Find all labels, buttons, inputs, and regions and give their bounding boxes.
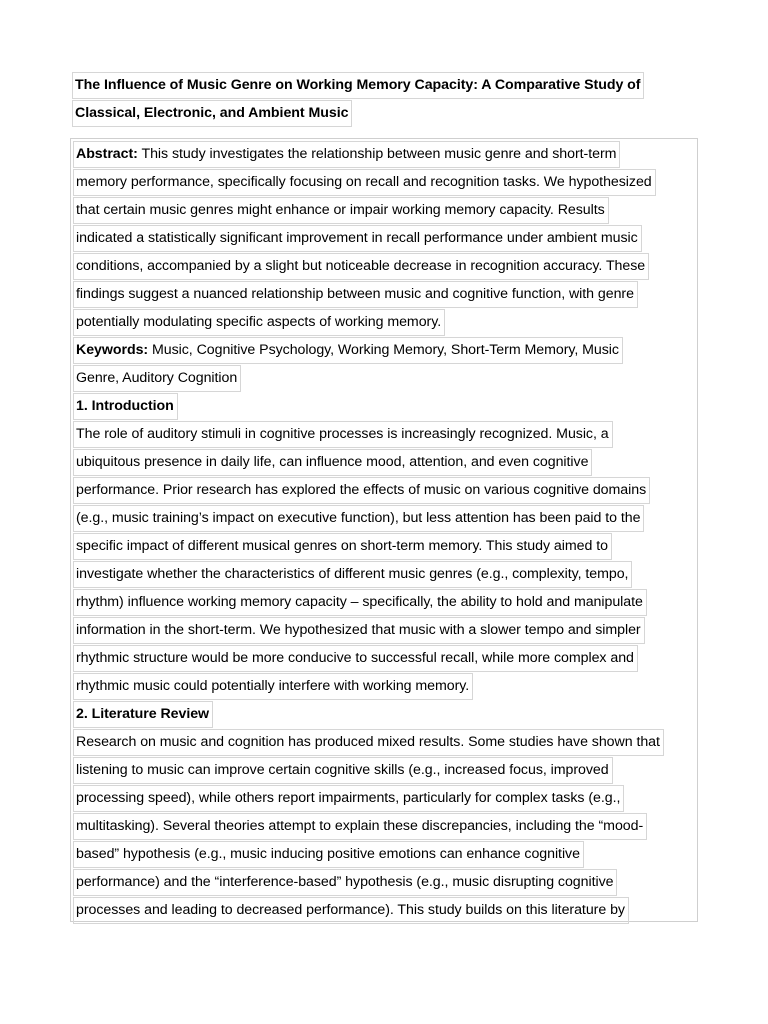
introduction-line: information in the short-term. We hypothesized that music with a slower tempo and simpler (73, 617, 645, 644)
introduction-line: performance. Prior research has explored the effects of music on various cognitive domains (73, 477, 650, 504)
section-heading-introduction: 1. Introduction (73, 393, 178, 420)
literature-review-line: based” hypothesis (e.g., music inducing positive emotions can enhance cognitive (73, 841, 584, 868)
literature-review-line: performance) and the “interference-based” hypothesis (e.g., music disrupting cognitive (73, 869, 617, 896)
keywords-text: Music, Cognitive Psychology, Working Memory, Short-Term Memory, Music (148, 342, 619, 358)
introduction-line: rhythmic structure would be more conducive to successful recall, while more complex and (73, 645, 638, 672)
introduction-line: (e.g., music training’s impact on executive function), but less attention has been paid to the (73, 505, 644, 532)
introduction-line: The role of auditory stimuli in cognitive processes is increasingly recognized. Music, a (73, 421, 613, 448)
introduction-line: specific impact of different musical genres on short-term memory. This study aimed to (73, 533, 612, 560)
abstract-label: Abstract: (76, 146, 138, 162)
paper-body (70, 138, 698, 922)
title-line: The Influence of Music Genre on Working Memory Capacity: A Comparative Study of (72, 72, 644, 99)
introduction-line: rhythmic music could potentially interfere with working memory. (73, 673, 473, 700)
introduction-line: rhythm) influence working memory capacity – specifically, the ability to hold and manipulate (73, 589, 647, 616)
abstract-text: This study investigates the relationship between music genre and short-term (137, 146, 617, 162)
literature-review-line: processing speed), while others report impairments, particularly for complex tasks (e.g., (73, 785, 624, 812)
abstract-line: memory performance, specifically focusing on recall and recognition tasks. We hypothesized (73, 169, 656, 196)
section-heading-literature-review: 2. Literature Review (73, 701, 213, 728)
paper-title (72, 72, 692, 128)
keywords-line: Genre, Auditory Cognition (73, 365, 241, 392)
abstract-line: that certain music genres might enhance or impair working memory capacity. Results (73, 197, 609, 224)
title-line: Classical, Electronic, and Ambient Music (72, 100, 352, 127)
introduction-line: ubiquitous presence in daily life, can influence mood, attention, and even cognitive (73, 449, 592, 476)
abstract-line: indicated a statistically significant improvement in recall performance under ambient music (73, 225, 642, 252)
keywords-line (73, 337, 623, 364)
introduction-line: investigate whether the characteristics of different music genres (e.g., complexity, tempo, (73, 561, 632, 588)
abstract-line: conditions, accompanied by a slight but noticeable decrease in recognition accuracy. These (73, 253, 649, 280)
literature-review-line: processes and leading to decreased performance). This study builds on this literature by (73, 897, 629, 924)
abstract-line: potentially modulating specific aspects of working memory. (73, 309, 445, 336)
literature-review-line: multitasking). Several theories attempt to explain these discrepancies, including the “mood- (73, 813, 647, 840)
abstract-line: findings suggest a nuanced relationship between music and cognitive function, with genre (73, 281, 638, 308)
keywords-label: Keywords: (76, 342, 149, 358)
literature-review-line: Research on music and cognition has produced mixed results. Some studies have shown that (73, 729, 664, 756)
literature-review-line: listening to music can improve certain cognitive skills (e.g., increased focus, improved (73, 757, 613, 784)
abstract-line (73, 141, 620, 168)
